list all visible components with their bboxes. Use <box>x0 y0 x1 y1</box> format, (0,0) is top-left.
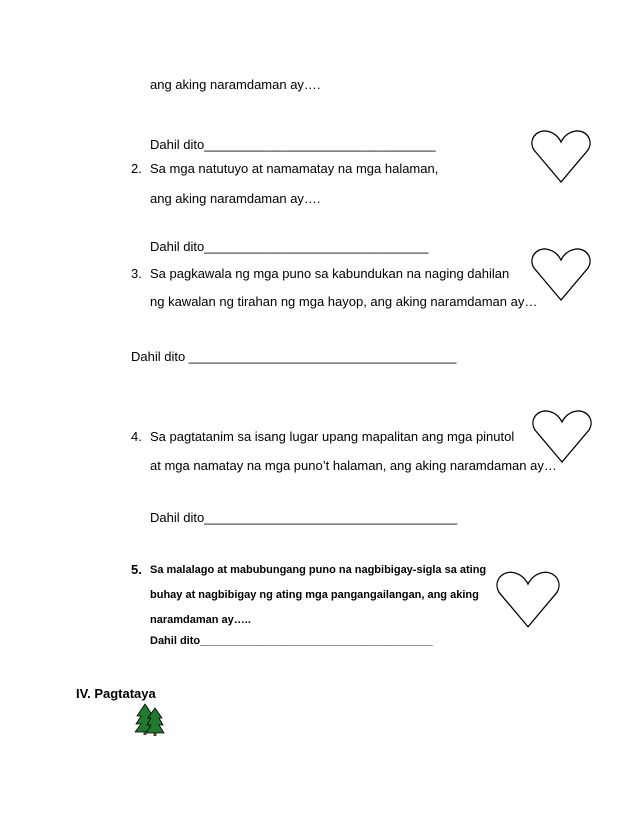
heart-outline-icon <box>532 408 592 464</box>
because-line-5: Dahil dito______________________________________ <box>150 635 433 647</box>
item-5-text-a: Sa malalago at mabubungang puno na nagbibigay-sigla sa ating <box>150 564 487 576</box>
section-heading: IV. Pagtataya <box>76 686 156 701</box>
feeling-line-1: ang aking naramdaman ay…. <box>150 77 321 92</box>
because-line-3: Dahil dito _____________________________________ <box>131 349 457 364</box>
item-number-5: 5. <box>131 562 142 577</box>
item-4-text-a: Sa pagtatanim sa isang lugar upang mapalitan ang mga pinutol <box>150 429 515 444</box>
item-2-text: Sa mga natutuyo at namamatay na mga halaman, <box>150 161 439 176</box>
because-line-2: Dahil dito_______________________________ <box>150 239 429 254</box>
because-line-1: Dahil dito________________________________ <box>150 137 436 152</box>
item-5-text-c: naramdaman ay….. <box>150 614 251 626</box>
item-4-text-b: at mga namatay na mga puno’t halaman, ang aking naramdaman ay… <box>150 458 557 473</box>
feeling-line-2: ang aking naramdaman ay…. <box>150 191 321 206</box>
pine-tree-icon <box>135 702 165 736</box>
heart-outline-icon <box>496 567 560 631</box>
item-5-text-b: buhay at nagbibigay ng ating mga pangangailangan, ang aking <box>150 589 479 601</box>
item-number-4: 4. <box>131 429 142 444</box>
heart-outline-icon <box>531 246 591 302</box>
heart-outline-icon <box>531 128 591 184</box>
item-3-text-b: ng kawalan ng tirahan ng mga hayop, ang aking naramdaman ay… <box>150 294 538 309</box>
item-number-3: 3. <box>131 266 142 281</box>
item-3-text-a: Sa pagkawala ng mga puno sa kabundukan na naging dahilan <box>150 266 510 281</box>
because-line-4: Dahil dito___________________________________ <box>150 510 458 525</box>
item-number-2: 2. <box>131 161 142 176</box>
